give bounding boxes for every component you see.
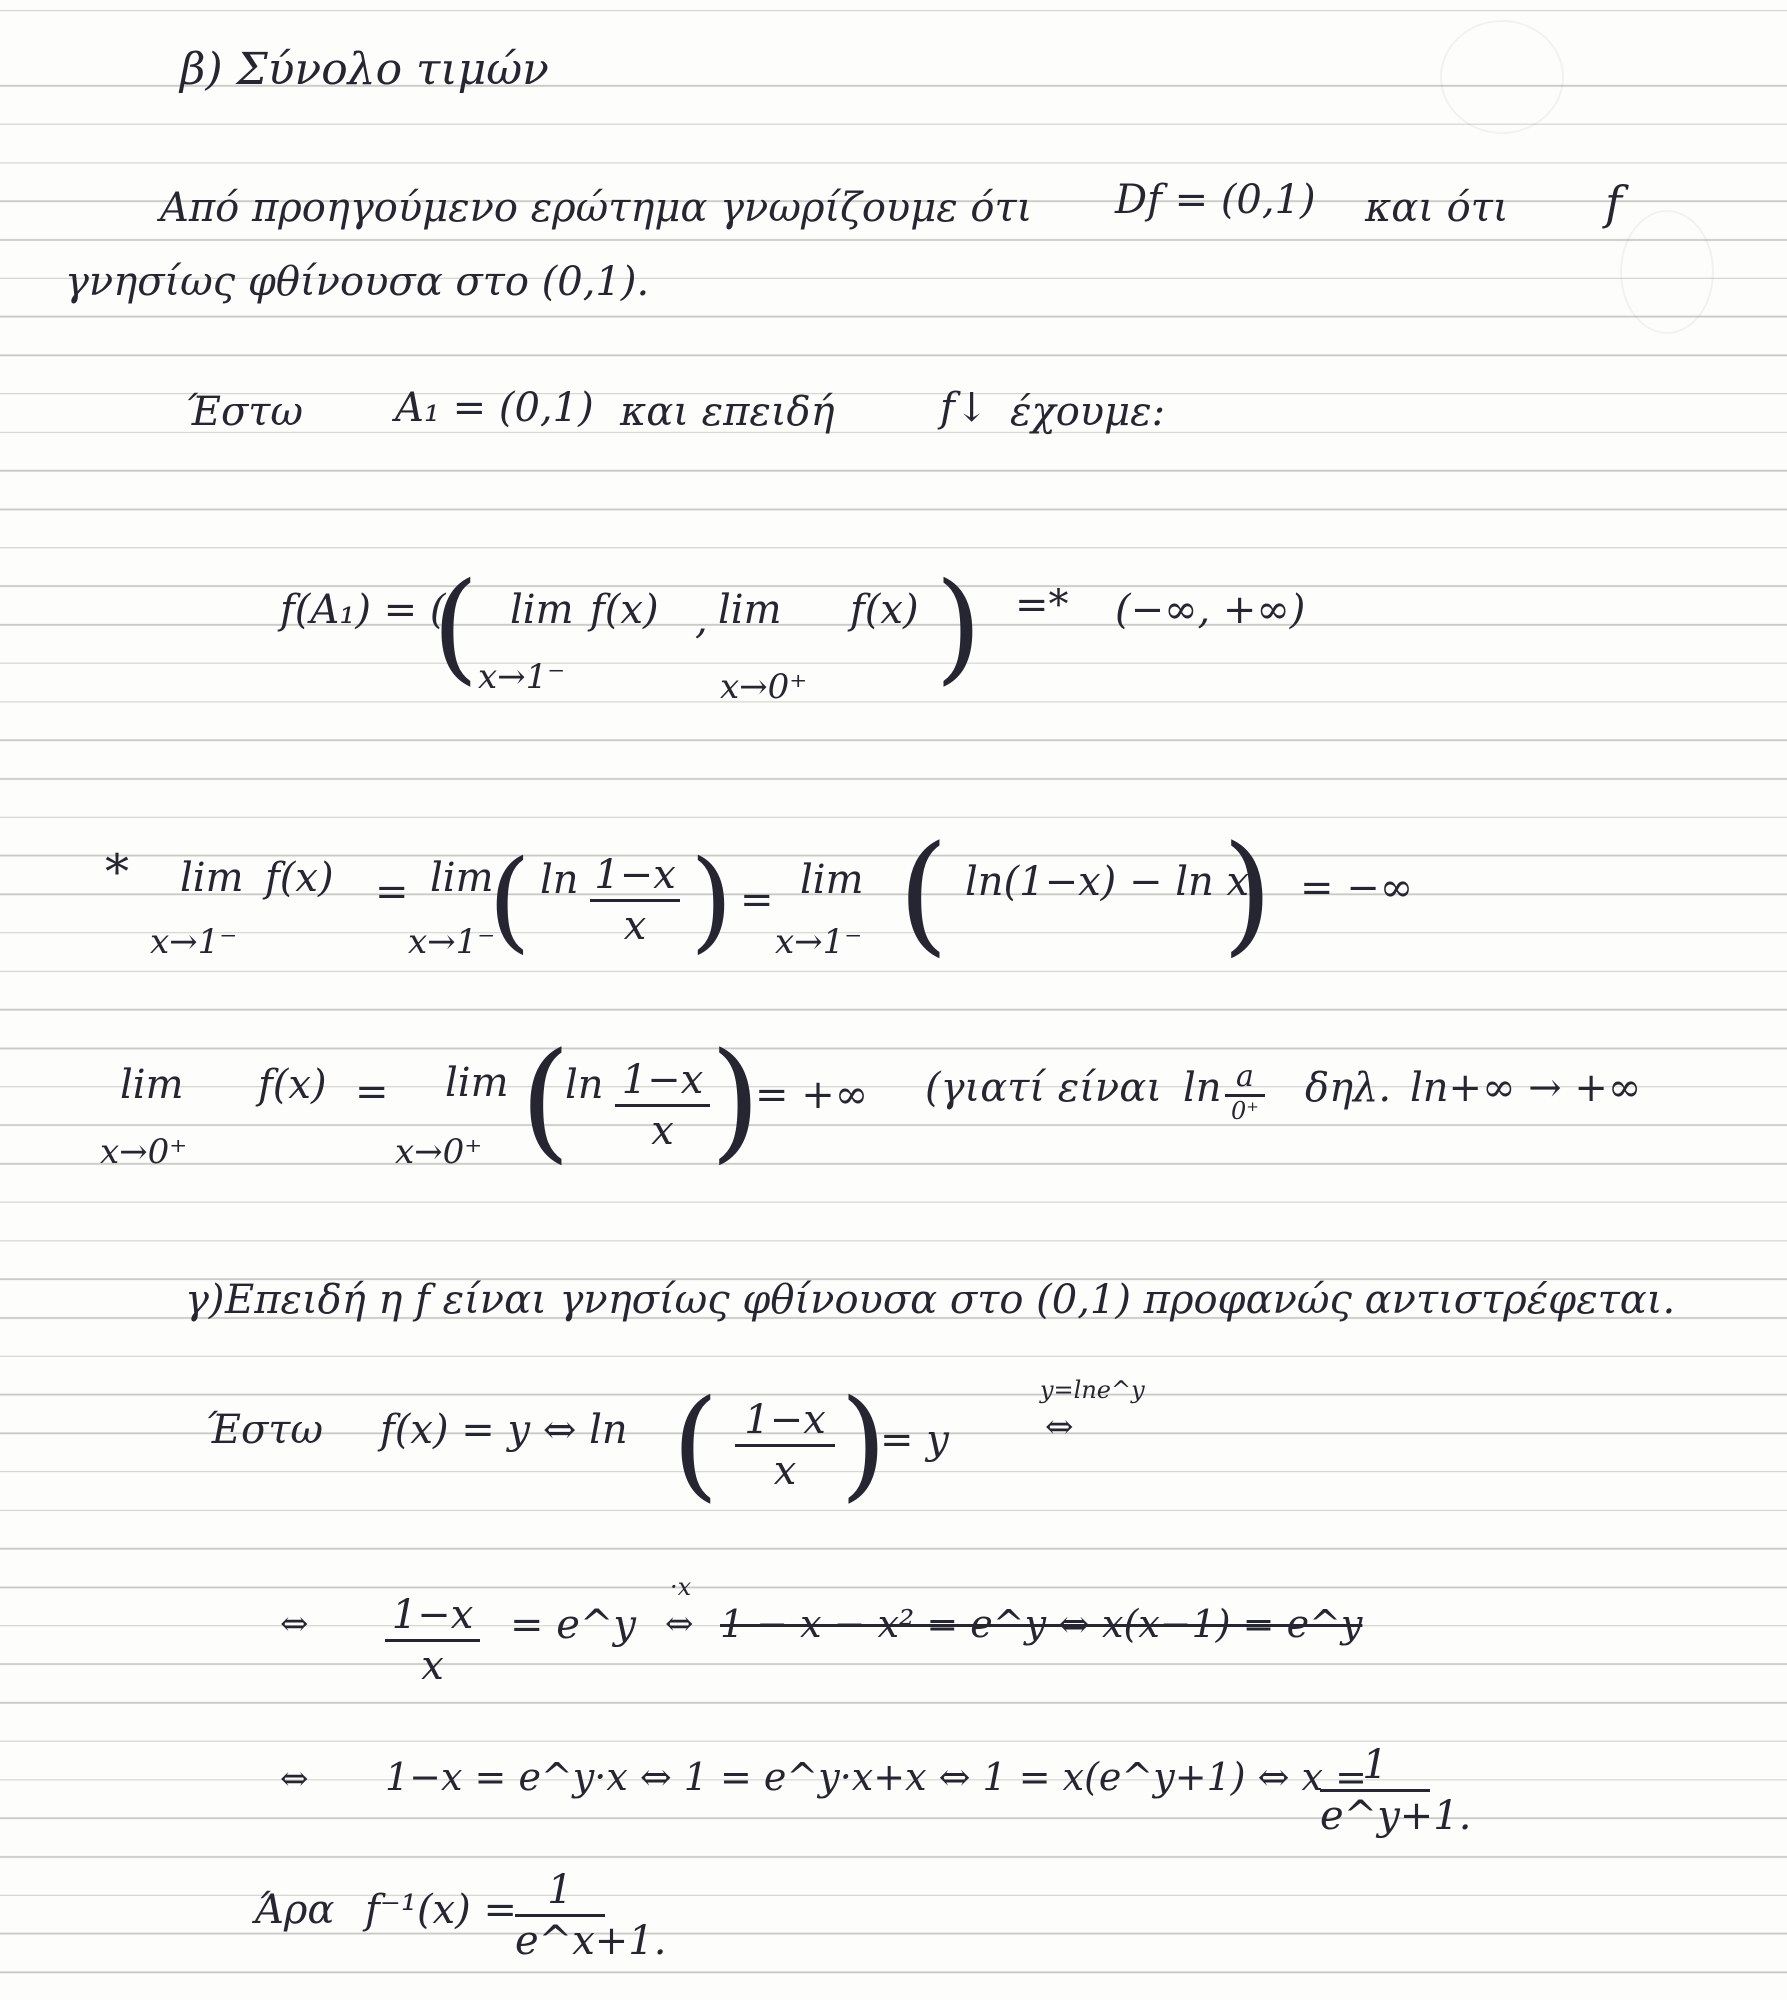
minus-infinity: = −∞ <box>1300 865 1414 911</box>
bleed-through-mark <box>1440 20 1564 134</box>
fx-label: f(x) <box>850 587 919 633</box>
paren-open: ( <box>488 836 531 964</box>
lim-label: lim <box>510 587 574 633</box>
equals-y: = y <box>880 1417 949 1463</box>
paren-close: ) <box>840 1375 887 1514</box>
fraction-numerator: 1−x <box>594 852 676 898</box>
fraction-numerator: a <box>1236 1059 1254 1094</box>
paren-open: ( <box>672 1375 719 1514</box>
iff-symbol: ⇔ <box>280 1759 309 1799</box>
solving-chain: 1−x = e^y·x ⇔ 1 = e^y·x+x ⇔ 1 = x(e^y+1) ⇔ x = <box>385 1755 1367 1799</box>
paren-close: ) <box>690 836 733 964</box>
ln-label: ln <box>540 857 579 903</box>
iff-symbol: ⇔ <box>280 1604 309 1644</box>
ln-infinity: ln+∞ → +∞ <box>1410 1065 1642 1111</box>
struck-out-work: 1 − x − x² = e^y ⇔ x(x−1) = e^y <box>720 1602 1363 1646</box>
fx-label: f(x) <box>590 587 659 633</box>
lim-subscript: x→1⁻ <box>775 922 863 962</box>
lim-subscript: x→1⁻ <box>408 922 496 962</box>
let-word: Έστω <box>205 1407 324 1453</box>
intro-line1: Από προηγούμενο ερώτημα γνωρίζουμε ότι <box>160 185 1033 231</box>
comma: , <box>695 597 708 643</box>
equals-ey: = e^y <box>510 1602 637 1648</box>
fraction-denominator: x <box>623 903 647 949</box>
star-equals: =* <box>1015 582 1069 628</box>
fraction-numerator: 1 <box>547 1867 573 1913</box>
fraction-bar <box>385 1639 480 1642</box>
fraction-denominator: e^y+1. <box>1320 1793 1472 1839</box>
inverse-function: f⁻¹(x) = <box>365 1887 517 1933</box>
equals: = <box>355 1069 389 1115</box>
ln-label: ln <box>565 1062 604 1108</box>
equals: = <box>740 877 774 923</box>
because-text: (γιατί είναι <box>925 1065 1162 1111</box>
fraction-denominator: 0⁺ <box>1231 1097 1259 1125</box>
fraction-bar <box>590 899 680 902</box>
fraction <box>590 852 680 949</box>
fraction-denominator: x <box>773 1448 797 1494</box>
fraction <box>615 1057 710 1154</box>
plus-infinity: = +∞ <box>755 1072 869 1118</box>
fraction-bar <box>735 1444 835 1447</box>
since-word: και επειδή <box>620 389 835 435</box>
range-result: (−∞, +∞) <box>1115 587 1306 633</box>
lim-label: lim <box>800 857 864 903</box>
bleed-through-mark <box>1620 210 1714 334</box>
fraction <box>735 1397 835 1494</box>
a1-definition: A₁ = (0,1) <box>395 385 594 431</box>
paren-close: ) <box>710 1024 761 1176</box>
fraction-denominator: x <box>651 1108 674 1154</box>
section-c-sentence: Επειδή η f είναι γνησίως φθίνουσα στο (0,1) προφανώς αντιστρέφεται. <box>225 1277 1676 1323</box>
fx-label: f(x) <box>265 855 334 901</box>
star-mark: * <box>105 844 129 900</box>
therefore-word: Άρα <box>255 1887 335 1933</box>
fraction-numerator: 1−x <box>621 1057 704 1103</box>
lim-subscript: x→0⁺ <box>100 1132 188 1172</box>
fx-label: f(x) <box>258 1062 327 1108</box>
fraction-numerator: 1−x <box>391 1592 474 1638</box>
fraction-denominator: x <box>421 1643 444 1689</box>
paren-close: ) <box>1222 817 1273 969</box>
dil-text: δηλ. <box>1305 1065 1392 1111</box>
equals: = <box>375 869 409 915</box>
iff-symbol: ⇔ <box>1045 1407 1074 1447</box>
fraction <box>1225 1059 1265 1125</box>
fraction <box>515 1867 667 1964</box>
lim-label: lim <box>120 1062 184 1108</box>
let-word: Έστω <box>185 389 304 435</box>
ln-difference: ln(1−x) − ln x <box>965 859 1250 905</box>
paren-open: ( <box>898 817 949 969</box>
fraction-bar <box>1320 1789 1430 1792</box>
fraction <box>385 1592 480 1689</box>
lim-label: lim <box>430 855 494 901</box>
fraction <box>1320 1742 1472 1839</box>
fraction-bar <box>515 1914 605 1917</box>
lim-label: lim <box>718 587 782 633</box>
lim-subscript: x→0⁺ <box>720 667 808 707</box>
iff-symbol: ⇔ <box>665 1604 694 1644</box>
times-x-note: ·x <box>670 1573 692 1601</box>
f-decreasing: f↓ <box>940 385 989 431</box>
substitution-note: y=lne^y <box>1040 1376 1145 1404</box>
big-paren-close: ) <box>935 558 982 697</box>
f-symbol: f <box>1605 176 1623 230</box>
domain-statement: Df = (0,1) <box>1115 177 1316 223</box>
paren-open: ( <box>520 1024 571 1176</box>
section-b-heading: β) Σύνολο τιμών <box>180 44 549 95</box>
ln-a-label: ln <box>1183 1065 1222 1111</box>
section-c-label: γ) <box>185 1277 225 1323</box>
intro-line2: γνησίως φθίνουσα στο (0,1). <box>65 259 650 305</box>
fa1-lhs: f(A₁) = ( <box>280 587 446 633</box>
lim-subscript: x→1⁻ <box>478 657 566 697</box>
big-paren-open: ( <box>432 558 479 697</box>
fraction-denominator: e^x+1. <box>515 1918 667 1964</box>
intro-and-that: και ότι <box>1365 185 1509 231</box>
lim-subscript: x→1⁻ <box>150 922 238 962</box>
lim-label: lim <box>445 1060 509 1106</box>
fraction-bar <box>615 1104 710 1107</box>
lim-subscript: x→0⁺ <box>395 1132 483 1172</box>
we-have: έχουμε: <box>1010 389 1166 435</box>
fraction-numerator: 1 <box>1362 1742 1388 1788</box>
fraction-numerator: 1−x <box>744 1397 826 1443</box>
lim-label: lim <box>180 855 244 901</box>
fx-equals-y: f(x) = y ⇔ ln <box>380 1407 628 1453</box>
